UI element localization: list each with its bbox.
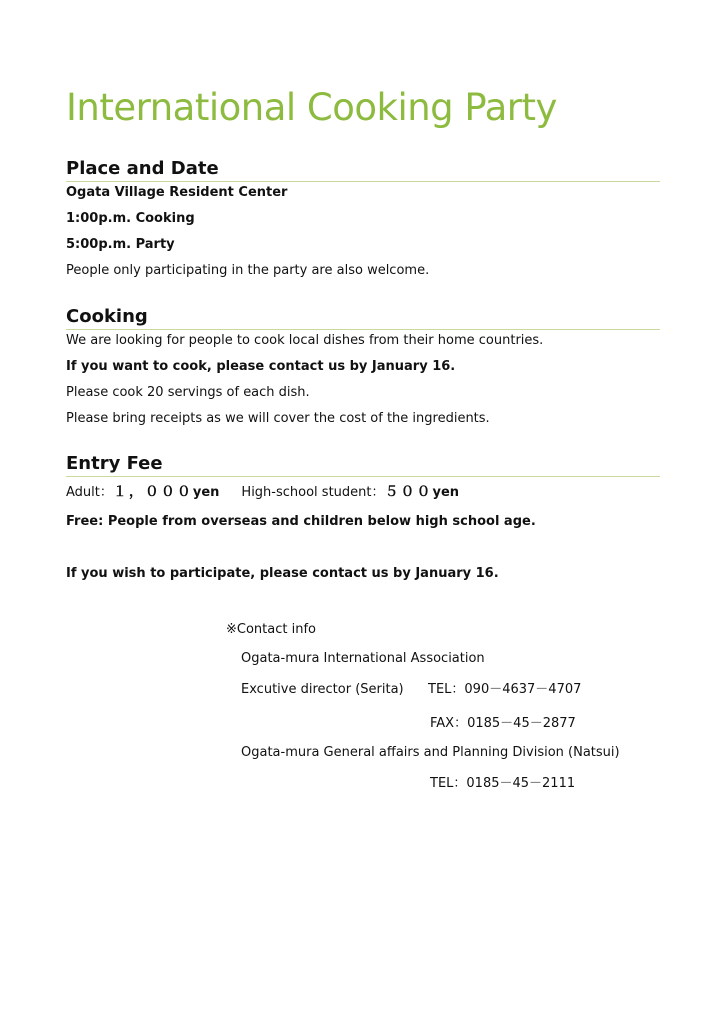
- adult-fee-amount: １，０００: [112, 484, 193, 500]
- contact-label: ※Contact info: [226, 622, 316, 637]
- party-only-note: People only participating in the party are also welcome.: [66, 263, 430, 278]
- free-note: Free: People from overseas and children below high school age.: [66, 514, 536, 529]
- servings-text: Please cook 20 servings of each dish.: [66, 385, 310, 400]
- student-fee-label: High-school student：: [241, 485, 385, 500]
- receipts-text: Please bring receipts as we will cover the cost of the ingredients.: [66, 411, 490, 426]
- contact-person-1: Excutive director (Serita): [241, 682, 404, 697]
- cooking-heading: Cooking: [66, 306, 660, 330]
- adult-fee-unit: yen: [192, 485, 220, 500]
- cooking-line-1: We are looking for people to cook local dishes from their home countries.: [66, 333, 544, 348]
- entry-fee-heading: Entry Fee: [66, 453, 660, 477]
- participate-note: If you wish to participate, please contact us by January 16.: [66, 566, 499, 581]
- student-fee-unit: yen: [432, 485, 460, 500]
- contact-tel-2: TEL：0185－45－2111: [430, 776, 576, 791]
- contact-org-2: Ogata-mura General affairs and Planning Division (Natsui): [241, 745, 620, 760]
- page-title: International Cooking Party: [66, 86, 557, 129]
- party-time-text: 5:00p.m. Party: [66, 237, 175, 252]
- cooking-deadline-text: If you want to cook, please contact us by January 16.: [66, 359, 456, 374]
- place-date-heading: Place and Date: [66, 158, 660, 182]
- contact-fax-1: FAX：0185－45－2877: [430, 716, 576, 731]
- cooking-time-text: 1:00p.m. Cooking: [66, 211, 195, 226]
- fee-line: [66, 484, 459, 501]
- adult-fee-label: Adult：: [66, 485, 113, 500]
- venue-text: Ogata Village Resident Center: [66, 185, 288, 200]
- contact-org-1: Ogata-mura International Association: [241, 651, 485, 666]
- contact-tel-1: TEL：090－4637－4707: [428, 682, 582, 697]
- student-fee-amount: ５００: [384, 484, 433, 500]
